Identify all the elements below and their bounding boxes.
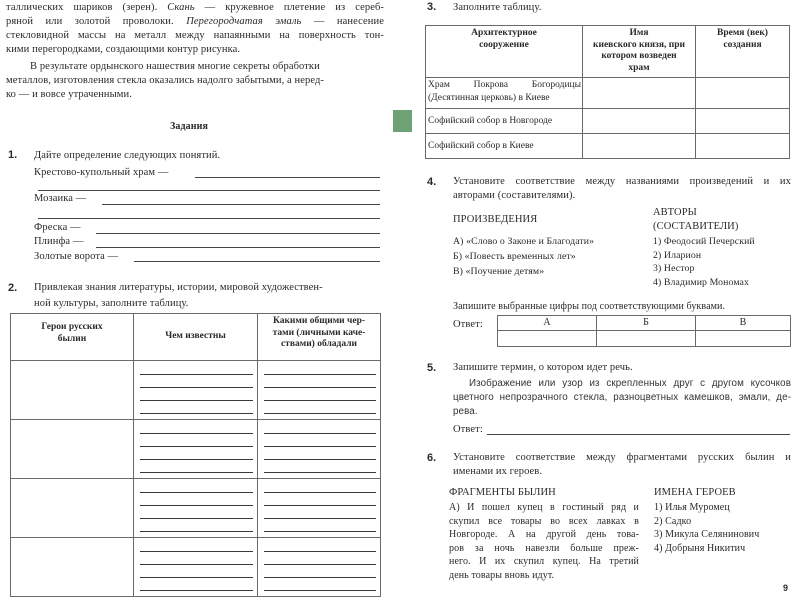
building-cell [426, 109, 583, 134]
header-line: Имя [629, 28, 649, 38]
definition-answer-line[interactable] [38, 218, 380, 219]
fragment-line: А) И пошел купец в гостиный ряд и [449, 502, 639, 513]
definition-answer-line[interactable] [102, 204, 380, 205]
answer-line[interactable] [264, 472, 376, 473]
intro-paragraph [6, 1, 384, 57]
definition-answer-line[interactable] [134, 261, 380, 262]
definition-answer-line[interactable] [96, 233, 380, 234]
header-line: Архитектурное [471, 28, 537, 38]
author-item: 1) Феодосий Печерский [653, 236, 755, 247]
task2-prompt [34, 281, 323, 311]
answer-line[interactable] [140, 492, 253, 493]
answer-line[interactable] [140, 433, 253, 434]
answer-line[interactable] [264, 400, 376, 401]
task4-prompt [453, 175, 791, 203]
century-cell[interactable] [696, 134, 790, 159]
answer-line[interactable] [264, 413, 376, 414]
prince-cell[interactable] [583, 78, 696, 109]
header-line: храм [628, 62, 650, 73]
text-span: стекловидной массы на металл между напаянными на поверхность тон- [6, 30, 384, 41]
paragraph-line: ко — и вовсе утраченными. [6, 89, 132, 100]
author-item: 4) Владимир Мономах [653, 276, 749, 288]
task6-prompt [453, 451, 791, 479]
header-line: создания [723, 39, 762, 50]
header-line: АВТОРЫ [653, 207, 697, 218]
task-number: 5. [427, 362, 437, 374]
century-cell[interactable] [696, 109, 790, 134]
answer-line[interactable] [264, 433, 376, 434]
term-italic: Перегородчатая эмаль [186, 16, 302, 27]
answer-value-row [498, 331, 791, 347]
hero-name-cell[interactable] [11, 420, 134, 479]
architecture-table [425, 25, 790, 159]
answer-line[interactable] [140, 590, 253, 591]
cell-line: (Десятинная церковь) в Киеве [428, 93, 550, 103]
answer-line[interactable] [264, 505, 376, 506]
author-item: 3) Нестор [653, 263, 695, 274]
task5-description [453, 377, 791, 419]
heroes-header: ИМЕНА ГЕРОЕВ [654, 487, 736, 498]
heroes-list [654, 501, 759, 555]
term-label: Мозаика — [34, 193, 87, 204]
header-line: былин [57, 333, 87, 344]
answer-line[interactable] [264, 446, 376, 447]
description-line: рева. [453, 406, 478, 417]
common-traits-cell[interactable] [258, 479, 381, 538]
building-cell [426, 134, 583, 159]
section-title: Задания [170, 121, 208, 132]
cell-line: Софийский собор в Новгороде [428, 116, 553, 126]
text-span: ряной или золотой проволоки. [6, 16, 187, 27]
answer-line[interactable] [140, 459, 253, 460]
paragraph-line [6, 43, 384, 57]
prompt-line: Установите соответствие между названиями произведений и их [453, 176, 791, 187]
answer-line[interactable] [140, 446, 253, 447]
header-line: ствами) обладали [280, 339, 358, 349]
text-span: — нанесение [301, 16, 384, 27]
header-line: тами (личными каче- [272, 327, 366, 338]
authors-header [653, 206, 738, 234]
prompt-line: ной культуры, заполните таблицу. [34, 298, 189, 309]
table-row [426, 78, 790, 109]
answer-line[interactable] [264, 492, 376, 493]
answer-line[interactable] [264, 577, 376, 578]
answer-line[interactable] [264, 531, 376, 532]
answer-line[interactable] [140, 518, 253, 519]
table-header-row [426, 26, 790, 78]
answer-line[interactable] [264, 374, 376, 375]
header-line: Какими общими чер- [272, 316, 366, 326]
answer-line[interactable] [140, 374, 253, 375]
paragraph-line [6, 1, 384, 15]
fragment-line: день товары вновь идут. [449, 569, 555, 581]
hero-name-cell[interactable] [11, 479, 134, 538]
answer-cell-v[interactable] [696, 331, 791, 347]
answer-label: Ответ: [453, 424, 483, 435]
known-for-cell[interactable] [134, 479, 258, 538]
answer-line[interactable] [264, 564, 376, 565]
table-row [426, 109, 790, 134]
header-line: Герои русских [41, 322, 103, 332]
answer-line[interactable] [140, 551, 253, 552]
term-label: Плинфа — [34, 236, 84, 247]
work-item: Б) «Повесть временных лет» [453, 251, 576, 262]
known-for-cell[interactable] [134, 361, 258, 420]
term-label: Крестово-купольный храм — [34, 167, 169, 178]
answer-column-v: В [696, 316, 791, 331]
answer-line[interactable] [140, 387, 253, 388]
hero-item: 4) Добрыня Никитич [654, 542, 746, 554]
header-line: Чем известны [165, 331, 226, 342]
table-row [11, 361, 381, 420]
answer-line[interactable] [264, 590, 376, 591]
table-row [11, 420, 381, 479]
header-line: (СОСТАВИТЕЛИ) [653, 221, 739, 232]
description-line: цветного непрозрачного стекла, разноцветных камешков, эмали, де- [453, 392, 791, 403]
task-number: 2. [8, 282, 18, 294]
answer-line[interactable] [140, 413, 253, 414]
answer-line[interactable] [140, 400, 253, 401]
answer-column-a: А [498, 316, 597, 331]
term-answer-line[interactable] [487, 434, 790, 435]
ruled-lines [134, 538, 257, 596]
prince-cell[interactable] [583, 134, 696, 159]
answer-cell-a[interactable] [498, 331, 597, 347]
table-header-row [11, 314, 381, 361]
header-line: киевского князя, при [593, 39, 685, 50]
works-list [453, 235, 594, 280]
term-italic: Скань [167, 2, 195, 13]
definition-answer-line[interactable] [195, 177, 380, 178]
table-row [11, 538, 381, 597]
answer-line[interactable] [140, 564, 253, 565]
answer-line[interactable] [264, 459, 376, 460]
header-line: котором возведен [601, 51, 677, 61]
answer-line[interactable] [140, 577, 253, 578]
fragment-line: скупил все товары во всех лавках в [449, 515, 639, 527]
paragraph-line: металлов, изготовления стекла оказались надолго забытыми, а неред- [6, 75, 325, 86]
known-for-cell[interactable] [134, 538, 258, 597]
task5-prompt: Запишите термин, о котором идет речь. [453, 362, 633, 373]
task3-prompt: Заполните таблицу. [453, 2, 542, 13]
description-line: Изображение или узор из скрепленных друг с другом кусочков [469, 378, 791, 389]
building-cell [426, 78, 583, 109]
cell-line: Храм Покрова Богородицы [428, 80, 581, 90]
common-traits-cell[interactable] [258, 538, 381, 597]
answer-cell-b[interactable] [597, 331, 696, 347]
known-for-cell[interactable] [134, 420, 258, 479]
page-number: 9 [783, 583, 789, 593]
column-header-known-for [134, 314, 258, 361]
answer-label: Ответ: [453, 319, 483, 330]
hero-item: 3) Микула Селянинович [654, 529, 760, 540]
paragraph-line: В результате ордынского нашествия многие секреты обработки [30, 61, 320, 72]
definition-answer-line[interactable] [96, 247, 380, 248]
answer-line[interactable] [264, 551, 376, 552]
authors-list [653, 235, 755, 289]
prince-cell[interactable] [583, 109, 696, 134]
text-span: — кружевное плетение из сереб- [194, 2, 385, 13]
paragraph-line [6, 29, 384, 43]
hero-name-cell[interactable] [11, 538, 134, 597]
cell-line: Софийский собор в Киеве [428, 141, 534, 151]
prompt-line: авторами (составителями). [453, 190, 576, 201]
hero-item: 1) Илья Муромец [654, 502, 730, 513]
answer-line[interactable] [140, 531, 253, 532]
column-header-prince [583, 26, 696, 78]
header-line: Время (век) [717, 28, 768, 38]
text-span: таллических шариков (зерен). [6, 2, 168, 13]
table-row [11, 479, 381, 538]
answer-line[interactable] [264, 518, 376, 519]
paragraph-ordynskoe [6, 60, 384, 102]
task-number: 4. [427, 176, 437, 188]
common-traits-cell[interactable] [258, 361, 381, 420]
answer-line[interactable] [140, 505, 253, 506]
century-cell[interactable] [696, 78, 790, 109]
heroes-table [10, 313, 381, 597]
ruled-lines [258, 479, 380, 537]
text-span: кими перегородками, создающими контур рисунка. [6, 44, 241, 55]
task-number: 1. [8, 149, 18, 161]
ruled-lines [134, 361, 257, 419]
green-bookmark-marker [393, 110, 412, 132]
prompt-line: Установите соответствие между фрагментами русских былин и [453, 452, 791, 463]
answer-table [497, 315, 791, 347]
works-header: ПРОИЗВЕДЕНИЯ [453, 214, 538, 225]
fragment-text [449, 501, 639, 582]
task1-prompt: Дайте определение следующих понятий. [34, 150, 221, 161]
definition-answer-line[interactable] [38, 190, 380, 191]
column-header-heroes [11, 314, 134, 361]
ruled-lines [134, 479, 257, 537]
answer-instruction: Запишите выбранные цифры под соответствующими буквами. [453, 301, 726, 312]
answer-header-row [498, 316, 791, 331]
author-item: 2) Иларион [653, 249, 702, 261]
term-label: Фреска — [34, 222, 81, 233]
header-line: сооружение [479, 39, 529, 50]
ruled-lines [258, 538, 380, 596]
fragment-line: ров за ночь навезли больше преж- [449, 542, 639, 554]
answer-column-b: Б [597, 316, 696, 331]
fragment-line: него. И их скупил купец. На третий [449, 556, 639, 567]
term-label: Золотые ворота — [34, 251, 119, 262]
ruled-lines [134, 420, 257, 478]
work-item: В) «Поучение детям» [453, 266, 545, 277]
fragments-header: ФРАГМЕНТЫ БЫЛИН [449, 487, 556, 498]
ruled-lines [258, 420, 380, 478]
paragraph-line [6, 15, 384, 29]
task-number: 3. [427, 1, 437, 13]
common-traits-cell[interactable] [258, 420, 381, 479]
answer-line[interactable] [140, 472, 253, 473]
hero-item: 2) Садко [654, 515, 692, 527]
column-header-common-traits [258, 314, 381, 361]
prompt-line: Привлекая знания литературы, истории, мировой художествен- [34, 282, 323, 293]
hero-name-cell[interactable] [11, 361, 134, 420]
task-number: 6. [427, 452, 437, 464]
table-row [426, 134, 790, 159]
prompt-line: именами их героев. [453, 466, 543, 477]
work-item: А) «Слово о Законе и Благодати» [453, 236, 595, 247]
fragment-line: Новгороде. А на другой день това- [449, 529, 639, 540]
column-header-building [426, 26, 583, 78]
ruled-lines [258, 361, 380, 419]
column-header-century [696, 26, 790, 78]
answer-line[interactable] [264, 387, 376, 388]
